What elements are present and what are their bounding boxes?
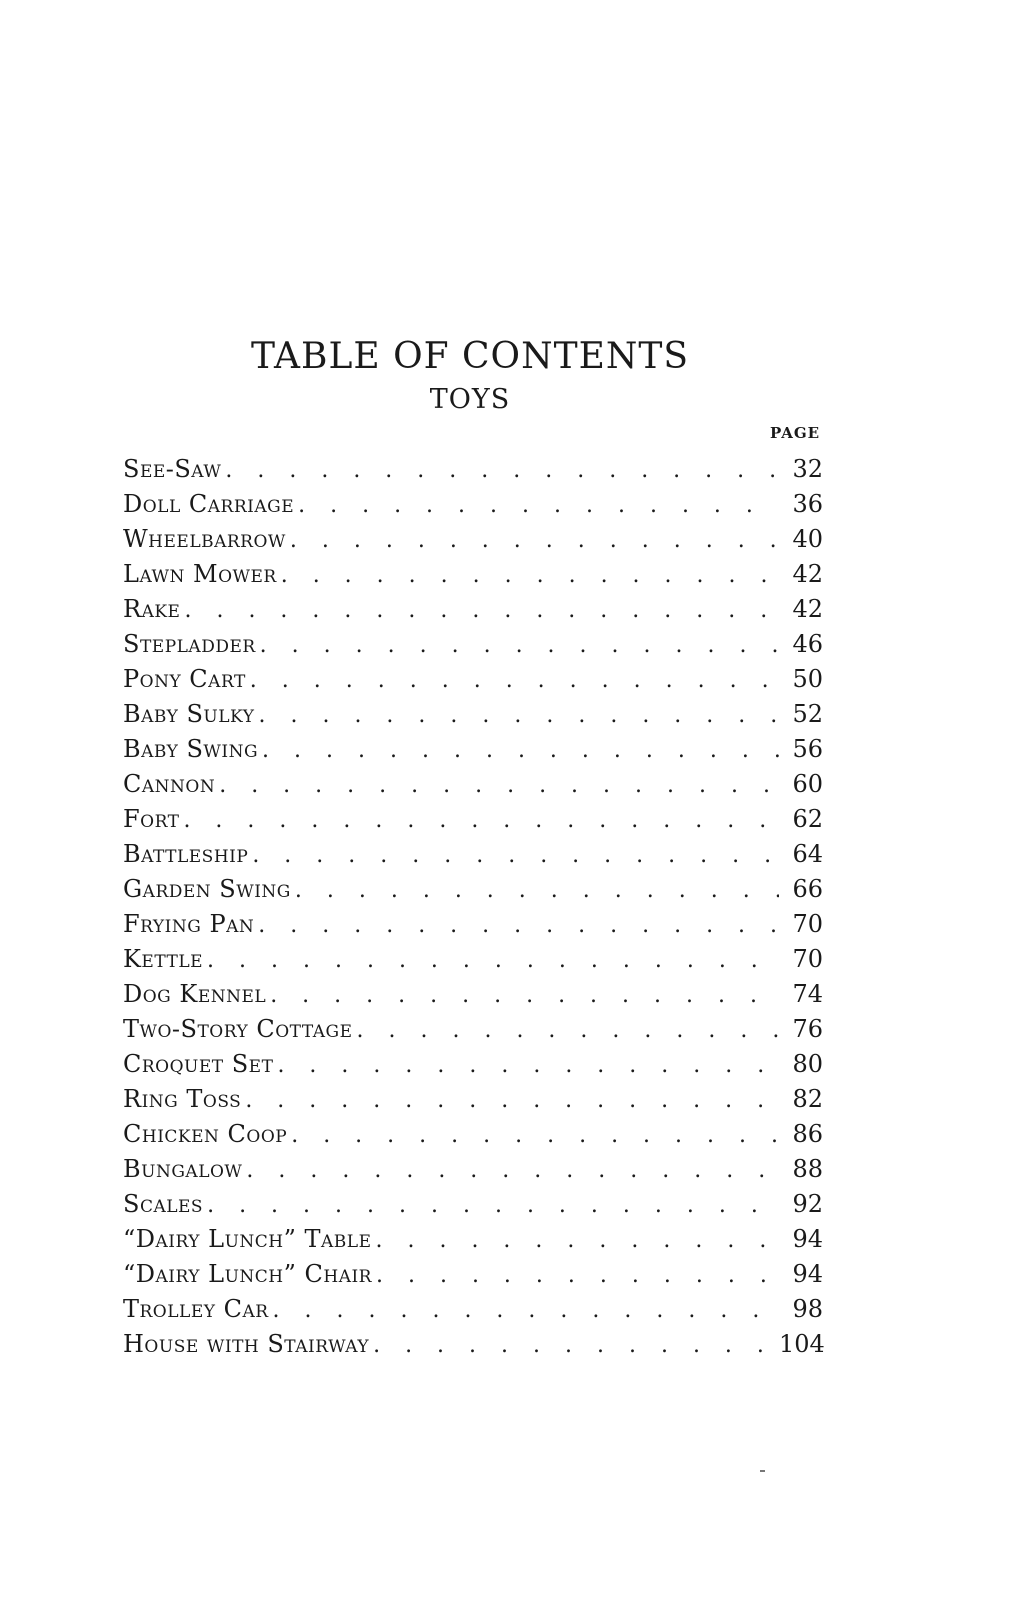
toc-entry[interactable] — [123, 1117, 823, 1152]
toc-entry-title: Lawn Mower — [123, 557, 281, 592]
toc-entry-title: Baby Swing — [123, 732, 262, 767]
toc-entry-title: Fort — [123, 802, 183, 837]
toc-entry[interactable] — [123, 697, 823, 732]
dot-leader — [376, 1258, 779, 1293]
toc-entry-title: Cannon — [123, 767, 219, 802]
dot-leader — [225, 453, 779, 488]
toc-entry-page-number: 86 — [792, 1120, 823, 1148]
toc-entry-title: Baby Sulky — [123, 697, 258, 732]
dot-leader — [207, 943, 779, 978]
dot-leader — [252, 838, 779, 873]
toc-entry-title: Frying Pan — [123, 907, 258, 942]
toc-entry[interactable] — [123, 907, 823, 942]
dot-leader — [245, 1083, 779, 1118]
toc-entry-page-number: 98 — [792, 1295, 823, 1323]
toc-entry-title: House with Stairway — [123, 1327, 373, 1362]
toc-entry-title: Dog Kennel — [123, 977, 270, 1012]
dot-leader — [219, 768, 779, 803]
toc-entry-page-number: 32 — [792, 455, 823, 483]
toc-entry-page-number: 42 — [792, 595, 823, 623]
toc-entry[interactable] — [123, 767, 823, 802]
toc-entry[interactable] — [123, 1047, 823, 1082]
toc-entry[interactable] — [123, 1152, 823, 1187]
scan-speck — [760, 1470, 765, 1472]
dot-leader — [270, 978, 779, 1013]
toc-entry[interactable] — [123, 1012, 823, 1047]
toc-entry-page-number: 50 — [792, 665, 823, 693]
toc-entry[interactable] — [123, 522, 823, 557]
dot-leader — [246, 1153, 779, 1188]
dot-leader — [295, 873, 779, 908]
toc-entry-page-number: 64 — [792, 840, 823, 868]
toc-entry[interactable] — [123, 592, 823, 627]
toc-entry-title: Ring Toss — [123, 1082, 245, 1117]
dot-leader — [373, 1328, 779, 1363]
page-column-header: PAGE — [770, 424, 821, 442]
toc-entry-page-number: 46 — [792, 630, 823, 658]
dot-leader — [277, 1048, 779, 1083]
dot-leader — [273, 1293, 779, 1328]
toc-entry-title: Two-Story Cottage — [123, 1012, 357, 1047]
toc-entry-title: Scales — [123, 1187, 207, 1222]
toc-entry[interactable] — [123, 872, 823, 907]
toc-entry-title: Rake — [123, 592, 184, 627]
toc-entry[interactable] — [123, 557, 823, 592]
toc-entry[interactable] — [123, 1222, 823, 1257]
toc-entry-page-number: 40 — [792, 525, 823, 553]
toc-entry-title: See-Saw — [123, 452, 225, 487]
toc-entry[interactable] — [123, 1257, 823, 1292]
toc-entry-page-number: 94 — [792, 1225, 823, 1253]
toc-entry[interactable] — [123, 1187, 823, 1222]
toc-entry-title: “Dairy Lunch” Table — [123, 1222, 375, 1257]
toc-entry-page-number: 82 — [792, 1085, 823, 1113]
toc-entry-page-number: 94 — [792, 1260, 823, 1288]
toc-entry[interactable] — [123, 837, 823, 872]
toc-entry-page-number: 70 — [792, 910, 823, 938]
toc-entry-title: Wheelbarrow — [123, 522, 290, 557]
toc-entry-title: Trolley Car — [123, 1292, 273, 1327]
dot-leader — [207, 1188, 779, 1223]
dot-leader — [281, 558, 779, 593]
toc-entry-page-number: 92 — [792, 1190, 823, 1218]
toc-entry-page-number: 42 — [792, 560, 823, 588]
dot-leader — [291, 1118, 779, 1153]
dot-leader — [290, 523, 779, 558]
dot-leader — [183, 803, 779, 838]
dot-leader — [375, 1223, 779, 1258]
toc-entry[interactable] — [123, 662, 823, 697]
toc-entry[interactable] — [123, 977, 823, 1012]
section-title: TOYS — [429, 384, 511, 415]
toc-entry[interactable] — [123, 627, 823, 662]
dot-leader — [250, 663, 779, 698]
toc-entry-title: Stepladder — [123, 627, 260, 662]
toc-entry-title: Croquet Set — [123, 1047, 277, 1082]
dot-leader — [258, 908, 779, 943]
toc-entry-page-number: 104 — [779, 1330, 825, 1358]
toc-entry-title: Bungalow — [123, 1152, 246, 1187]
toc-entry-page-number: 62 — [792, 805, 823, 833]
toc-entry-title: Garden Swing — [123, 872, 295, 907]
toc-entry-page-number: 56 — [792, 735, 823, 763]
toc-entry-title: Battleship — [123, 837, 252, 872]
toc-entry-title: Pony Cart — [123, 662, 250, 697]
toc-entry-page-number: 66 — [792, 875, 823, 903]
dot-leader — [298, 488, 779, 523]
page-title: TABLE OF CONTENTS — [250, 336, 690, 378]
dot-leader — [258, 698, 779, 733]
toc-entry[interactable] — [123, 452, 823, 487]
dot-leader — [260, 628, 779, 663]
toc-entry-page-number: 74 — [792, 980, 823, 1008]
toc-entry-page-number: 60 — [792, 770, 823, 798]
toc-entry-title: “Dairy Lunch” Chair — [123, 1257, 376, 1292]
dot-leader — [357, 1013, 779, 1048]
toc-entry-title: Kettle — [123, 942, 207, 977]
toc-entry-page-number: 70 — [792, 945, 823, 973]
toc-entry-page-number: 88 — [792, 1155, 823, 1183]
toc-entry-page-number: 80 — [792, 1050, 823, 1078]
toc-entry[interactable] — [123, 1292, 823, 1327]
toc-entry[interactable] — [123, 1327, 823, 1362]
toc-entry[interactable] — [123, 487, 823, 522]
toc-entry[interactable] — [123, 1082, 823, 1117]
dot-leader — [262, 733, 779, 768]
toc-entry[interactable] — [123, 732, 823, 767]
toc-entry[interactable] — [123, 802, 823, 837]
toc-entry[interactable] — [123, 942, 823, 977]
toc-entry-page-number: 36 — [792, 490, 823, 518]
toc-entry-page-number: 52 — [792, 700, 823, 728]
toc-entry-page-number: 76 — [792, 1015, 823, 1043]
table-of-contents — [123, 452, 823, 1362]
toc-entry-title: Doll Carriage — [123, 487, 298, 522]
toc-entry-title: Chicken Coop — [123, 1117, 291, 1152]
dot-leader — [184, 593, 779, 628]
